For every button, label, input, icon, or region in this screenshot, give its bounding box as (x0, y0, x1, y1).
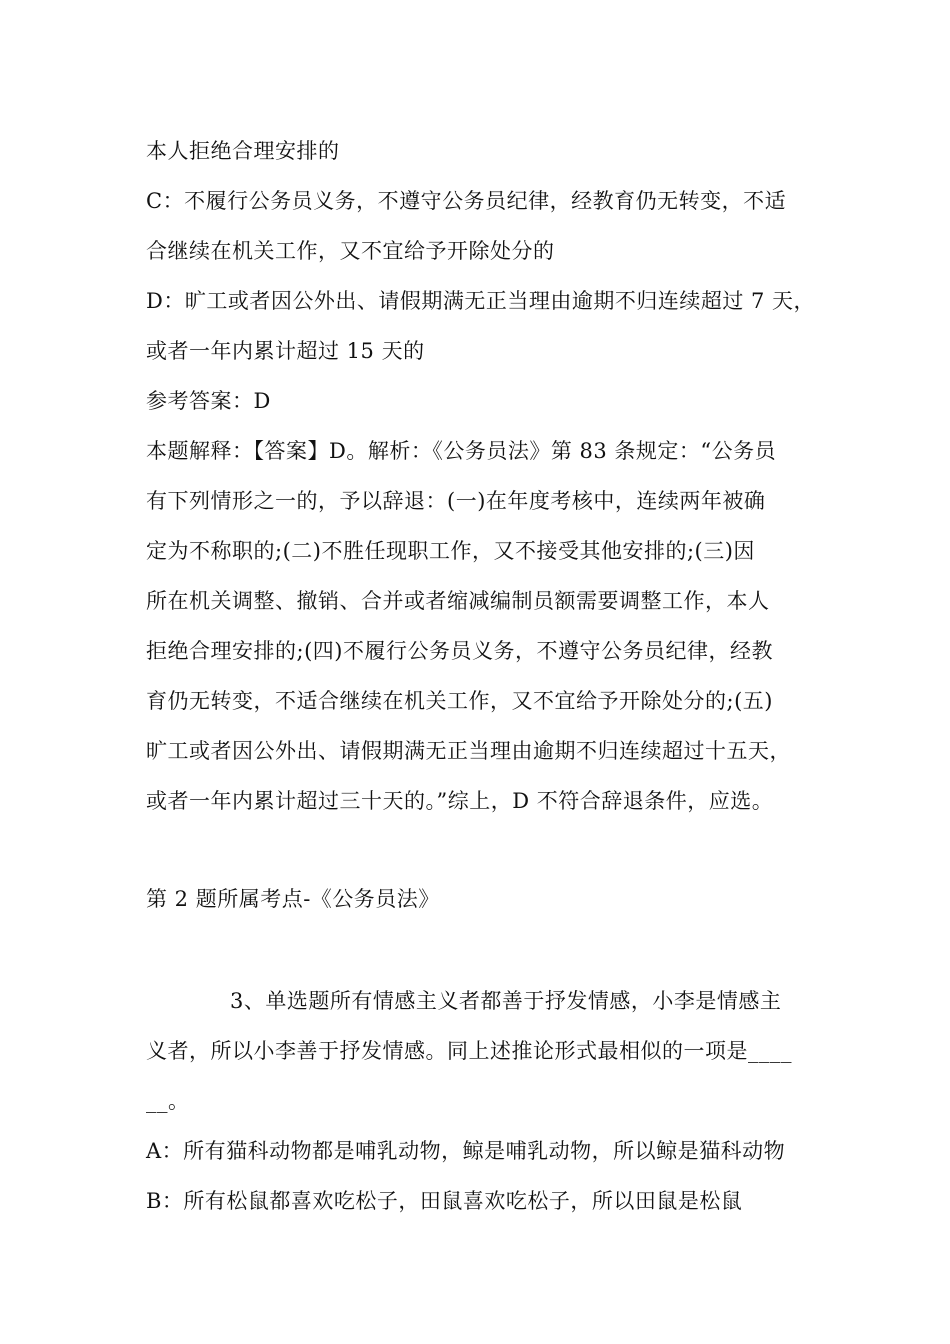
explanation-line-2: 有下列情形之一的，予以辞退：(一)在年度考核中，连续两年被确 (146, 489, 766, 513)
explanation-line-7: 旷工或者因公外出、请假期满无正当理由逾期不归连续超过十五天， (146, 739, 791, 763)
text-line: 本人拒绝合理安排的 (146, 139, 340, 163)
explanation-line-1: 本题解释：【答案】D。解析：《公务员法》第 83 条规定：“公务员 (146, 439, 777, 463)
topic-label: 第 2 题所属考点-《公务员法》 (146, 887, 440, 911)
explanation-line-5: 拒绝合理安排的;(四)不履行公务员义务，不遵守公务员纪律，经教 (146, 639, 773, 663)
explanation-line-6: 育仍无转变，不适合继续在机关工作，又不宜给予开除处分的;(五) (146, 689, 773, 713)
option-c-line-2: 合继续在机关工作，又不宜给予开除处分的 (146, 239, 555, 263)
explanation-line-4: 所在机关调整、撤销、合并或者缩减编制员额需要调整工作，本人 (146, 589, 770, 613)
option-b: B：所有松鼠都喜欢吃松子，田鼠喜欢吃松子，所以田鼠是松鼠 (146, 1189, 743, 1213)
explanation-line-3: 定为不称职的;(二)不胜任现职工作，又不接受其他安排的;(三)因 (146, 539, 755, 563)
question-3-line-1: 3、单选题所有情感主义者都善于抒发情感，小李是情感主 (230, 989, 782, 1013)
option-d-line-1: D：旷工或者因公外出、请假期满无正当理由逾期不归连续超过 7 天， (146, 289, 816, 313)
option-d-line-2: 或者一年内累计超过 15 天的 (146, 339, 425, 363)
explanation-line-8: 或者一年内累计超过三十天的。”综上，D 不符合辞退条件，应选。 (146, 789, 774, 813)
option-a: A：所有猫科动物都是哺乳动物，鲸是哺乳动物，所以鲸是猫科动物 (146, 1139, 786, 1163)
reference-answer: 参考答案：D (146, 389, 271, 413)
option-c-line-1: C：不履行公务员义务，不遵守公务员纪律，经教育仍无转变，不适 (146, 189, 787, 213)
question-3-line-3: __。 (146, 1089, 190, 1113)
question-3-line-2: 义者，所以小李善于抒发情感。同上述推论形式最相似的一项是____ (146, 1039, 792, 1063)
